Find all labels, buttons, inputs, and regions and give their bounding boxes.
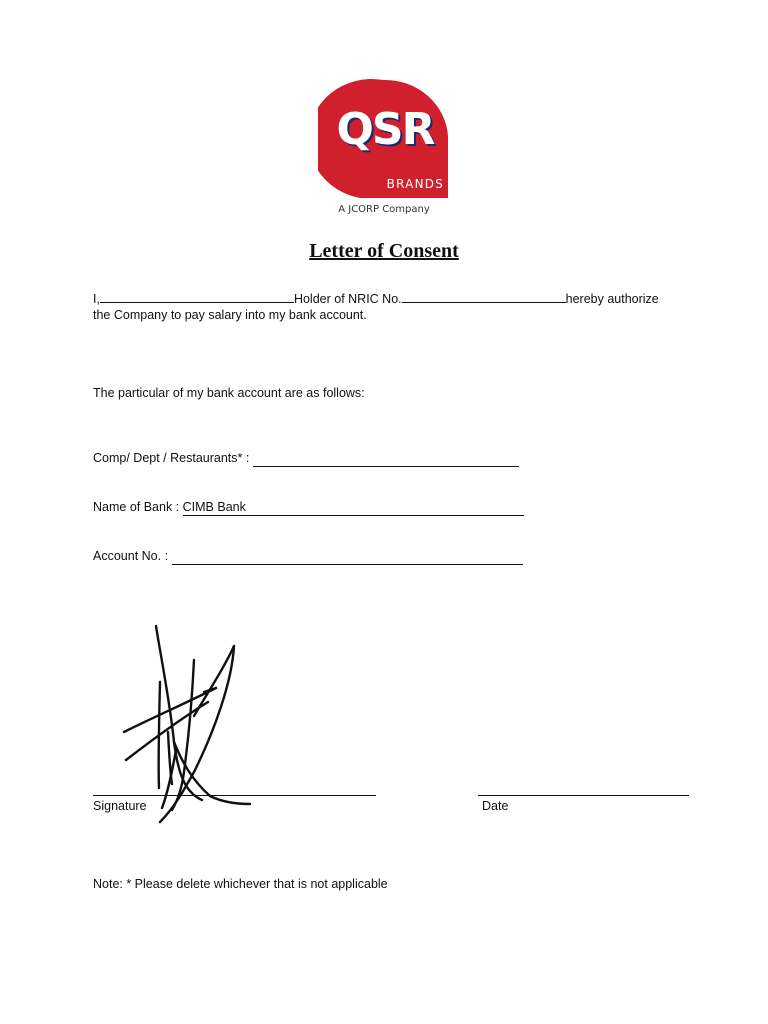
dept-field-value[interactable] <box>253 452 519 467</box>
bank-field-label: Name of Bank : <box>93 500 180 514</box>
account-field-label: Account No. : <box>93 549 169 563</box>
particulars-intro: The particular of my bank account are as follows: <box>93 386 365 400</box>
bank-field-value[interactable]: CIMB Bank <box>183 501 524 516</box>
nric-label: Holder of NRIC No. <box>293 292 402 306</box>
nric-blank-field[interactable] <box>402 290 566 303</box>
account-field-value[interactable] <box>172 550 523 565</box>
signature-line[interactable] <box>93 795 376 796</box>
qsr-brands-logo <box>318 78 450 218</box>
logo-tagline: A JCORP Company <box>338 204 430 215</box>
declaration-line-1 <box>93 290 659 308</box>
bank-field-row <box>93 499 524 516</box>
dept-field-label: Comp/ Dept / Restaurants* : <box>93 451 250 465</box>
declaration-line-2: the Company to pay salary into my bank account. <box>93 308 367 322</box>
declaration-prefix: I, <box>93 292 100 306</box>
signature-label: Signature <box>93 799 147 813</box>
name-blank-field[interactable] <box>100 290 294 303</box>
account-field-row <box>93 548 523 565</box>
logo-wordmark: QSR <box>336 104 434 155</box>
date-label: Date <box>482 799 509 813</box>
logo-subtitle: BRANDS <box>386 177 444 191</box>
authorize-text: hereby authorize <box>565 292 659 306</box>
dept-field-row <box>93 450 519 467</box>
handwritten-signature <box>112 622 262 828</box>
footnote: Note: * Please delete whichever that is not applicable <box>93 877 388 891</box>
date-line[interactable] <box>478 795 689 796</box>
document-title: Letter of Consent <box>309 240 459 262</box>
